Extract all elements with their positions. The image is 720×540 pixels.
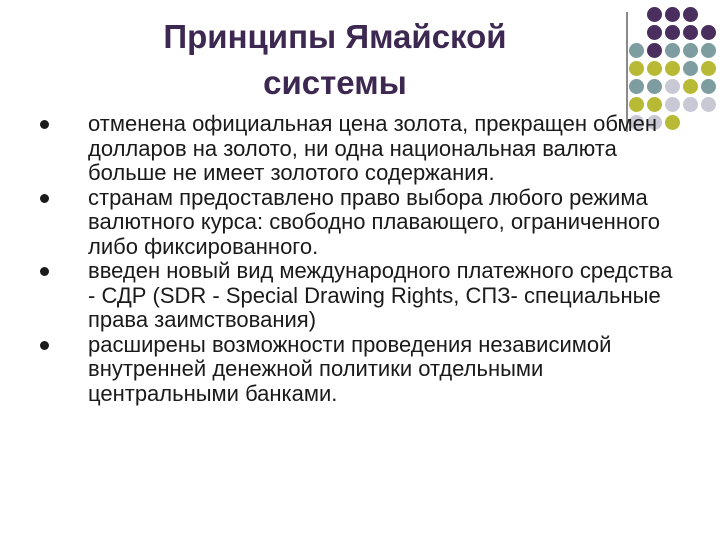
bullet-item — [40, 333, 680, 407]
decorative-dot — [701, 61, 716, 76]
decorative-dot — [647, 43, 662, 58]
bullet-icon — [40, 120, 49, 129]
decorative-dot — [683, 61, 698, 76]
decorative-dot — [647, 97, 662, 112]
bullet-item — [40, 259, 680, 333]
decorative-dot — [683, 97, 698, 112]
decorative-dot — [665, 25, 680, 40]
bullet-item — [40, 186, 680, 260]
decorative-dot — [683, 79, 698, 94]
bullet-text: отменена официальная цена золота, прекращен обмен долларов на золото, ни одна национальная валюта больше не имеет золотого содержания. — [88, 111, 658, 185]
bullet-text: расширены возможности проведения независимой внутренней денежной политики отдельными центральными банками. — [88, 331, 612, 406]
bullet-icon — [40, 194, 49, 203]
decorative-dot — [683, 43, 698, 58]
decorative-dot — [665, 61, 680, 76]
bullet-item — [40, 112, 680, 186]
decorative-dot — [629, 97, 644, 112]
bullet-icon — [40, 267, 49, 276]
decorative-dot — [701, 79, 716, 94]
decorative-dot — [647, 7, 662, 22]
decorative-dot — [629, 61, 644, 76]
bullet-list — [40, 112, 680, 406]
decorative-dot — [683, 25, 698, 40]
decorative-dot — [647, 25, 662, 40]
decorative-dot — [647, 79, 662, 94]
decorative-dot — [665, 97, 680, 112]
decorative-dot — [665, 79, 680, 94]
decorative-dot — [683, 7, 698, 22]
decorative-dot — [665, 7, 680, 22]
slide-title-line-2: системы — [263, 64, 407, 101]
bullet-icon — [40, 341, 49, 350]
decorative-dot — [701, 43, 716, 58]
decorative-dot — [665, 43, 680, 58]
decorative-dot — [701, 25, 716, 40]
decorative-dot — [629, 43, 644, 58]
decorative-dot — [701, 97, 716, 112]
decorative-dot — [629, 79, 644, 94]
slide-title-line-1: Принципы Ямайской — [163, 18, 507, 55]
decorative-dot — [647, 61, 662, 76]
bullet-text: странам предоставлено право выбора любого режима валютного курса: свободно плавающего, ограниченного либо фиксированного. — [88, 184, 660, 259]
bullet-text: введен новый вид международного платежного средства - СДР (SDR - Special Drawing Rights, СПЗ- специальные права заимствования) — [88, 258, 673, 332]
